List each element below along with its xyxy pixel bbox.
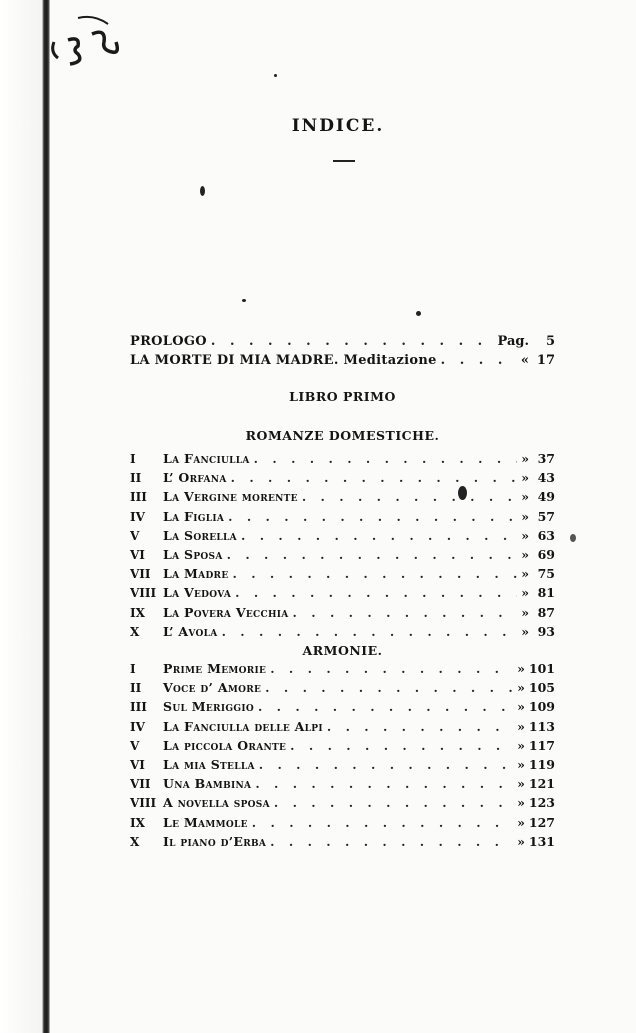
entry-title: La Sposa bbox=[163, 547, 223, 562]
entry-title: La Fanciulla bbox=[163, 451, 250, 466]
entry-prefix: » bbox=[521, 451, 529, 466]
entry-prefix: » bbox=[521, 547, 529, 562]
entry-number: VIII bbox=[130, 586, 157, 601]
dot-leader bbox=[222, 624, 518, 639]
entry-number: VII bbox=[130, 567, 151, 582]
dot-leader bbox=[270, 661, 513, 676]
entry-page: 109 bbox=[528, 699, 555, 715]
entry-title: La mia Stella bbox=[163, 757, 255, 772]
entry-number: IV bbox=[130, 509, 145, 524]
entry-page: 123 bbox=[528, 795, 555, 811]
entry-prefix: » bbox=[517, 661, 525, 676]
entry-prefix: » bbox=[517, 833, 525, 849]
entry-title: La piccola Orante bbox=[163, 737, 287, 753]
entry-prefix: » bbox=[521, 585, 529, 601]
entry-page: 127 bbox=[528, 814, 555, 830]
ink-spot bbox=[242, 299, 246, 302]
book-spine bbox=[42, 0, 50, 1033]
entry-page: 87 bbox=[537, 604, 555, 620]
entry-number: IX bbox=[130, 815, 145, 830]
toc-entry bbox=[130, 334, 555, 352]
entry-page: 75 bbox=[537, 566, 555, 582]
entry-title: Prime Memorie bbox=[163, 661, 267, 676]
entry-title: Il piano d’Erba bbox=[163, 833, 267, 849]
entry-title: La Vedova bbox=[163, 585, 232, 601]
page-title: INDICE. bbox=[291, 116, 385, 136]
entry-page: 119 bbox=[528, 757, 555, 772]
entry-prefix: » bbox=[521, 604, 529, 620]
entry-page: 131 bbox=[528, 833, 555, 849]
entry-title: A novella sposa bbox=[163, 795, 270, 811]
dot-leader bbox=[270, 834, 513, 849]
entry-prefix: » bbox=[517, 718, 525, 734]
entry-number: II bbox=[130, 471, 142, 486]
entry-number: I bbox=[130, 662, 136, 676]
dot-leader bbox=[227, 547, 518, 562]
toc-entry bbox=[130, 528, 555, 546]
dot-leader bbox=[302, 489, 517, 504]
ink-spot bbox=[200, 186, 205, 196]
entry-page: 17 bbox=[536, 353, 555, 368]
toc-entry bbox=[130, 489, 555, 507]
entry-prefix: » bbox=[521, 508, 529, 524]
entry-page: 121 bbox=[528, 776, 555, 792]
entry-number: VII bbox=[130, 777, 151, 792]
toc-entry bbox=[130, 605, 555, 623]
entry-page: 93 bbox=[537, 623, 555, 639]
entry-page: 81 bbox=[537, 585, 555, 601]
entry-title: La Madre bbox=[163, 566, 229, 582]
entry-prefix: » bbox=[517, 680, 525, 696]
dot-leader bbox=[274, 795, 513, 810]
dot-leader bbox=[252, 815, 513, 830]
entry-number: IV bbox=[130, 719, 145, 734]
entry-prefix: » bbox=[521, 623, 529, 639]
entry-title: La Sorella bbox=[163, 527, 237, 543]
entry-prefix: » bbox=[517, 814, 525, 830]
entry-number: VI bbox=[130, 758, 145, 772]
entry-number: V bbox=[130, 528, 140, 543]
ink-spot bbox=[570, 534, 576, 542]
entry-prefix: » bbox=[521, 489, 529, 505]
entry-prefix: » bbox=[517, 737, 525, 753]
toc-entry bbox=[130, 757, 555, 775]
toc-entry bbox=[130, 834, 555, 852]
dot-leader bbox=[441, 353, 517, 368]
entry-page: 117 bbox=[528, 737, 555, 753]
entry-prefix: » bbox=[521, 527, 529, 543]
toc-entry bbox=[130, 624, 555, 642]
entry-page: 57 bbox=[537, 508, 555, 524]
toc-entry bbox=[130, 661, 555, 679]
entry-page: 105 bbox=[528, 680, 555, 696]
entry-page: 5 bbox=[545, 334, 555, 349]
section-heading: ROMANZE DOMESTICHE. bbox=[245, 428, 440, 443]
entry-prefix: » bbox=[517, 795, 525, 811]
section-heading: ARMONIE. bbox=[302, 643, 383, 658]
entry-number: X bbox=[130, 834, 140, 849]
entry-title: LA MORTE DI MIA MADRE. Meditazione bbox=[130, 353, 437, 368]
dot-leader bbox=[241, 528, 517, 543]
toc-entry bbox=[130, 566, 555, 584]
entry-prefix: » bbox=[521, 566, 529, 582]
entry-number: VIII bbox=[130, 796, 157, 811]
entry-page: 69 bbox=[537, 547, 555, 562]
entry-page: 43 bbox=[537, 470, 555, 486]
entry-page: 101 bbox=[528, 661, 555, 676]
dot-leader bbox=[265, 680, 513, 695]
entry-number: II bbox=[130, 681, 142, 696]
entry-title: Le Mammole bbox=[163, 814, 248, 830]
entry-page: 49 bbox=[537, 489, 555, 505]
entry-title: L’ Orfana bbox=[163, 470, 227, 486]
entry-number: III bbox=[130, 490, 147, 505]
dot-leader bbox=[211, 334, 494, 349]
handwritten-corner-mark bbox=[48, 12, 128, 72]
entry-title: La Vergine morente bbox=[163, 489, 298, 505]
dot-leader bbox=[254, 451, 518, 466]
toc-entry bbox=[130, 699, 555, 717]
entry-title: La Figlia bbox=[163, 508, 225, 524]
ink-spot bbox=[274, 74, 277, 77]
toc-entry bbox=[130, 509, 555, 527]
entry-prefix: » bbox=[517, 776, 525, 792]
dot-leader bbox=[233, 566, 518, 581]
toc-entry bbox=[130, 353, 555, 371]
toc-entry bbox=[130, 470, 555, 488]
toc-entry bbox=[130, 451, 555, 469]
dot-leader bbox=[235, 585, 517, 600]
dot-leader bbox=[255, 776, 513, 791]
entry-number: VI bbox=[130, 548, 145, 562]
ink-spot bbox=[416, 311, 421, 316]
entry-prefix: » bbox=[521, 470, 529, 486]
entry-number: III bbox=[130, 700, 147, 715]
dot-leader bbox=[231, 470, 518, 485]
entry-title: La Povera Vecchia bbox=[163, 604, 289, 620]
entry-number: IX bbox=[130, 605, 145, 620]
entry-number: I bbox=[130, 452, 136, 466]
entry-title: Voce d’ Amore bbox=[163, 680, 262, 696]
toc-entry bbox=[130, 585, 555, 603]
entry-title: La Fanciulla delle Alpi bbox=[163, 718, 323, 734]
entry-prefix: Pag. bbox=[497, 334, 529, 349]
toc-entry bbox=[130, 547, 555, 565]
dot-leader bbox=[258, 699, 513, 714]
entry-page: 113 bbox=[528, 718, 555, 734]
book-heading: LIBRO PRIMO bbox=[289, 389, 396, 404]
entry-title: L’ Avola bbox=[163, 623, 218, 639]
toc-entry bbox=[130, 776, 555, 794]
toc-entry bbox=[130, 719, 555, 737]
entry-page: 63 bbox=[537, 527, 555, 543]
page-margin-shadow bbox=[0, 0, 42, 1033]
toc-entry bbox=[130, 680, 555, 698]
title-rule bbox=[333, 160, 355, 162]
toc-entry bbox=[130, 738, 555, 756]
entry-prefix: » bbox=[517, 757, 525, 772]
entry-number: V bbox=[130, 738, 140, 753]
toc-entry bbox=[130, 795, 555, 813]
entry-page: 37 bbox=[537, 451, 555, 466]
toc-entry bbox=[130, 815, 555, 833]
entry-title: Una Bambina bbox=[163, 776, 252, 792]
dot-leader bbox=[228, 509, 517, 524]
entry-number: X bbox=[130, 624, 140, 639]
dot-leader bbox=[259, 757, 513, 772]
entry-prefix: » bbox=[517, 699, 525, 715]
dot-leader bbox=[293, 605, 518, 620]
entry-prefix: « bbox=[520, 353, 529, 368]
dot-leader bbox=[327, 719, 513, 734]
dot-leader bbox=[290, 738, 513, 753]
entry-title: PROLOGO bbox=[130, 334, 207, 349]
entry-title: Sul Meriggio bbox=[163, 699, 254, 715]
